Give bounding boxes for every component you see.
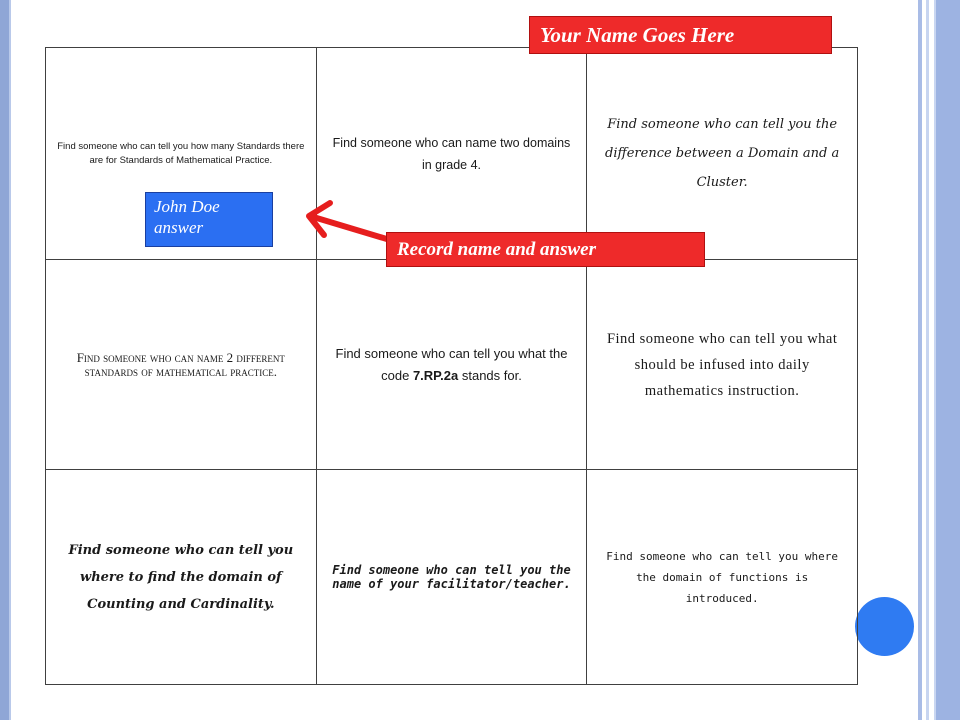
grid-cell-standards-count: Find someone who can tell you how many Standards there are for Standards of Mathematical Practice. (46, 48, 317, 260)
slide-left-border (0, 0, 11, 720)
grid-cell-daily-instruction: Find someone who can tell you what should be infused into daily mathematics instruction. (587, 260, 858, 470)
grid-cell-domain-vs-cluster: Find someone who can tell you the difference between a Domain and a Cluster. (587, 48, 858, 260)
standard-code: 7.RP.2a (412, 367, 459, 383)
your-name-banner: Your Name Goes Here (529, 16, 832, 54)
record-instruction-banner: Record name and answer (386, 232, 705, 267)
slide-right-bar (934, 0, 960, 720)
code-question-suffix: stands for. (458, 367, 522, 383)
grid-cell-counting-cardinality: Find someone who can tell you where to find the domain of Counting and Cardinality. (46, 470, 317, 685)
slide-right-stripe (926, 0, 929, 720)
grid-row (46, 470, 858, 685)
slide-right-stripe (918, 0, 922, 720)
arrow-icon (300, 200, 395, 245)
grid-row (46, 260, 858, 470)
sample-answer-box: John Doe answer (145, 192, 273, 247)
grid-cell-facilitator-name: Find someone who can tell you the name of your facilitator/teacher. (316, 470, 587, 685)
grid-cell-grade4-domains: Find someone who can name two domains in grade 4. (316, 48, 587, 260)
code-question-prefix: Find someone who can tell you what the code (335, 345, 568, 383)
grid-cell-name-two-practices: Find someone who can name 2 different standards of mathematical practice. (46, 260, 317, 470)
find-someone-grid (45, 47, 858, 685)
grid-cell-functions-domain: Find someone who can tell you where the domain of functions is introduced. (587, 470, 858, 685)
decorative-circle (855, 597, 914, 656)
grid-cell-code-meaning (316, 260, 587, 470)
